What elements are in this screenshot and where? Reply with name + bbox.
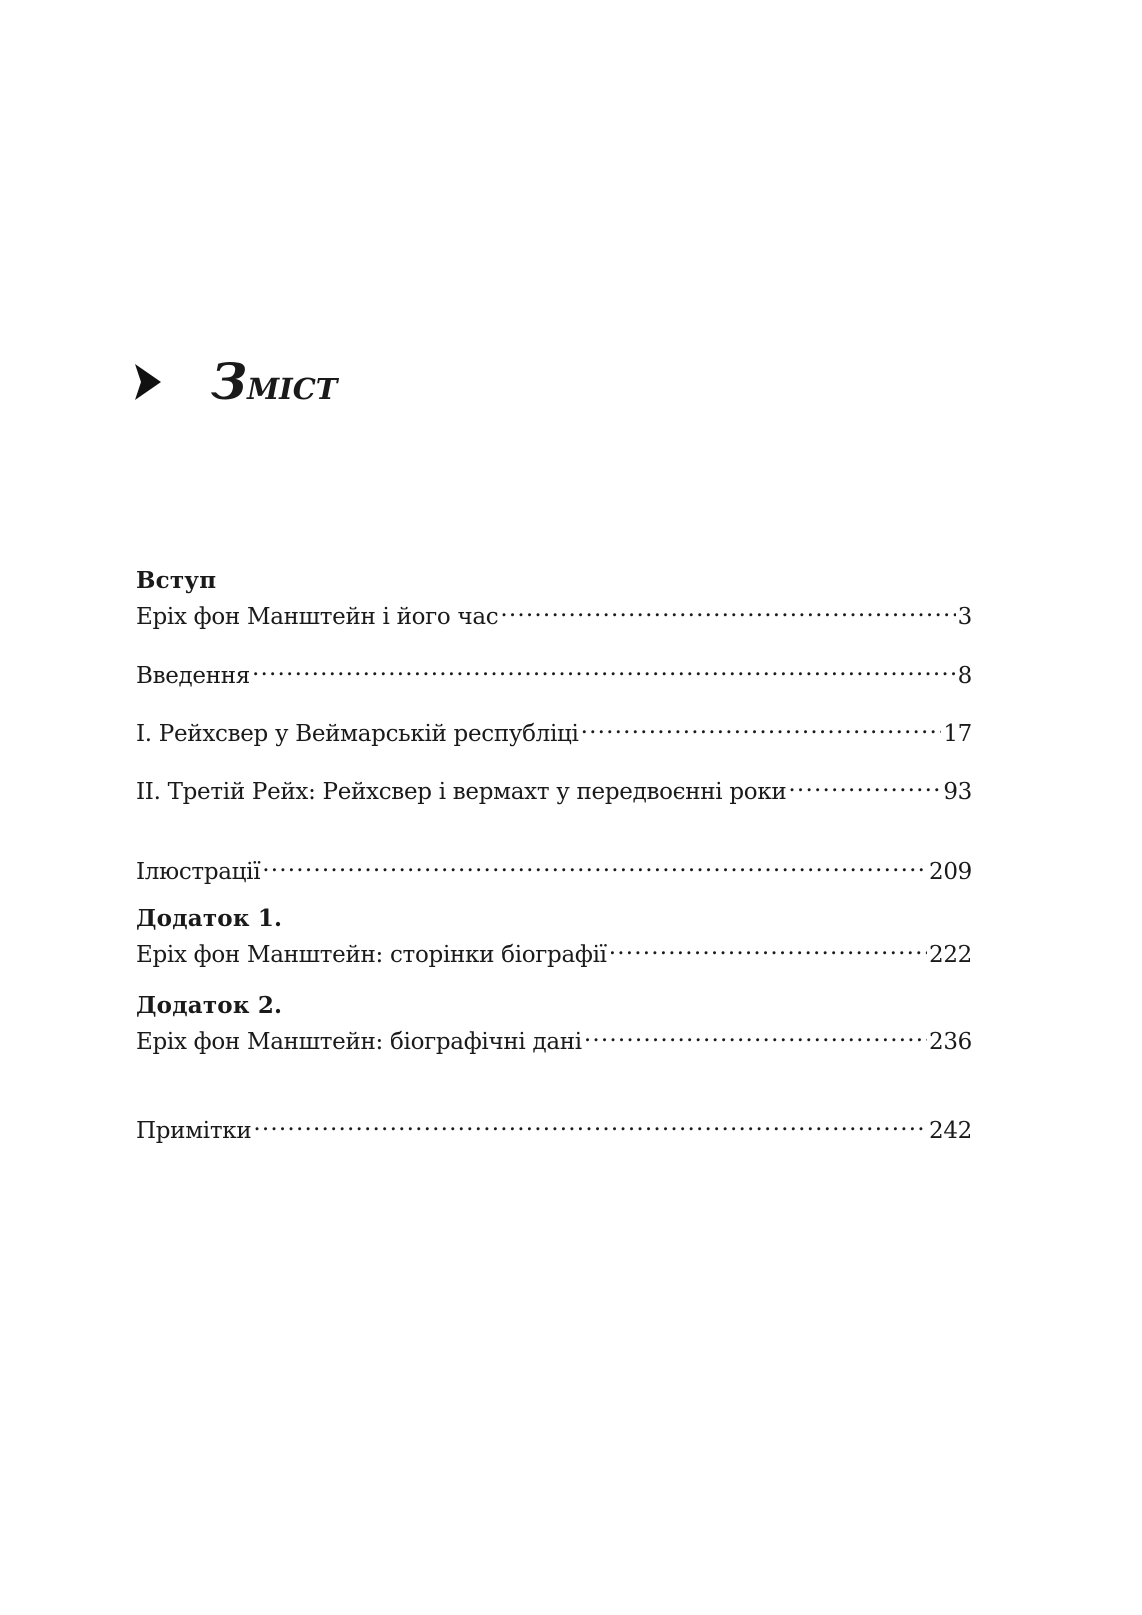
dot-leader: [262, 850, 927, 879]
toc-entry-title: Еріх фон Манштейн: сторінки біографії: [136, 942, 607, 968]
toc-entry-page: 93: [943, 779, 972, 805]
toc-entry-title: Примітки: [136, 1118, 252, 1144]
toc-group-label: Додаток 2.: [136, 992, 283, 1019]
toc-group-chapter-1: [136, 712, 972, 747]
toc-entry-page: 17: [943, 721, 972, 747]
toc-entry[interactable]: [136, 1109, 972, 1144]
toc-entry[interactable]: [136, 595, 972, 630]
toc-entry-title: ІІ. Третій Рейх: Рейхсвер і вермахт у передвоєнні роки: [136, 779, 787, 805]
toc-group-introduction: [136, 654, 972, 689]
toc-entry-title: І. Рейхсвер у Веймарській республіці: [136, 721, 579, 747]
toc-entry[interactable]: [136, 850, 972, 885]
dot-leader: [252, 654, 956, 683]
toc-group-illustrations: [136, 850, 972, 885]
toc-group-notes: [136, 1109, 972, 1144]
dot-leader: [788, 770, 941, 799]
toc-entry-page: 236: [929, 1029, 972, 1055]
toc-group-chapter-2: [136, 770, 972, 805]
dot-leader: [253, 1109, 927, 1138]
page-title: [211, 352, 338, 411]
toc-entry-page: 8: [957, 663, 972, 689]
dot-leader: [500, 595, 955, 624]
toc-entry-page: 242: [929, 1118, 972, 1144]
toc-group-appendix-2: [136, 991, 972, 1055]
toc-entry-title: Ілюстрації: [136, 859, 261, 885]
toc-entry[interactable]: [136, 712, 972, 747]
toc-group-label: Вступ: [136, 567, 217, 594]
toc-entry-page: 209: [929, 859, 972, 885]
toc-group-intro: [136, 566, 972, 630]
title-initial: З: [211, 352, 248, 411]
page-heading: [135, 352, 337, 412]
toc-group-label: Додаток 1.: [136, 905, 283, 932]
toc-group-appendix-1: [136, 904, 972, 968]
toc-entry-title: Еріх фон Манштейн і його час: [136, 604, 499, 630]
dot-leader: [581, 712, 942, 741]
dot-leader: [609, 933, 927, 962]
toc-entry-title: Еріх фон Манштейн: біографічні дані: [136, 1029, 582, 1055]
toc-entry-page: 3: [957, 604, 972, 630]
toc-entry[interactable]: [136, 654, 972, 689]
toc-entry[interactable]: [136, 1020, 972, 1055]
toc-entry-page: 222: [929, 942, 972, 968]
toc-entry-title: Введення: [136, 663, 251, 689]
chevron-right-icon: [135, 364, 161, 400]
toc-entry[interactable]: [136, 933, 972, 968]
toc-entry[interactable]: [136, 770, 972, 805]
dot-leader: [584, 1020, 927, 1049]
title-rest: міст: [247, 360, 338, 409]
